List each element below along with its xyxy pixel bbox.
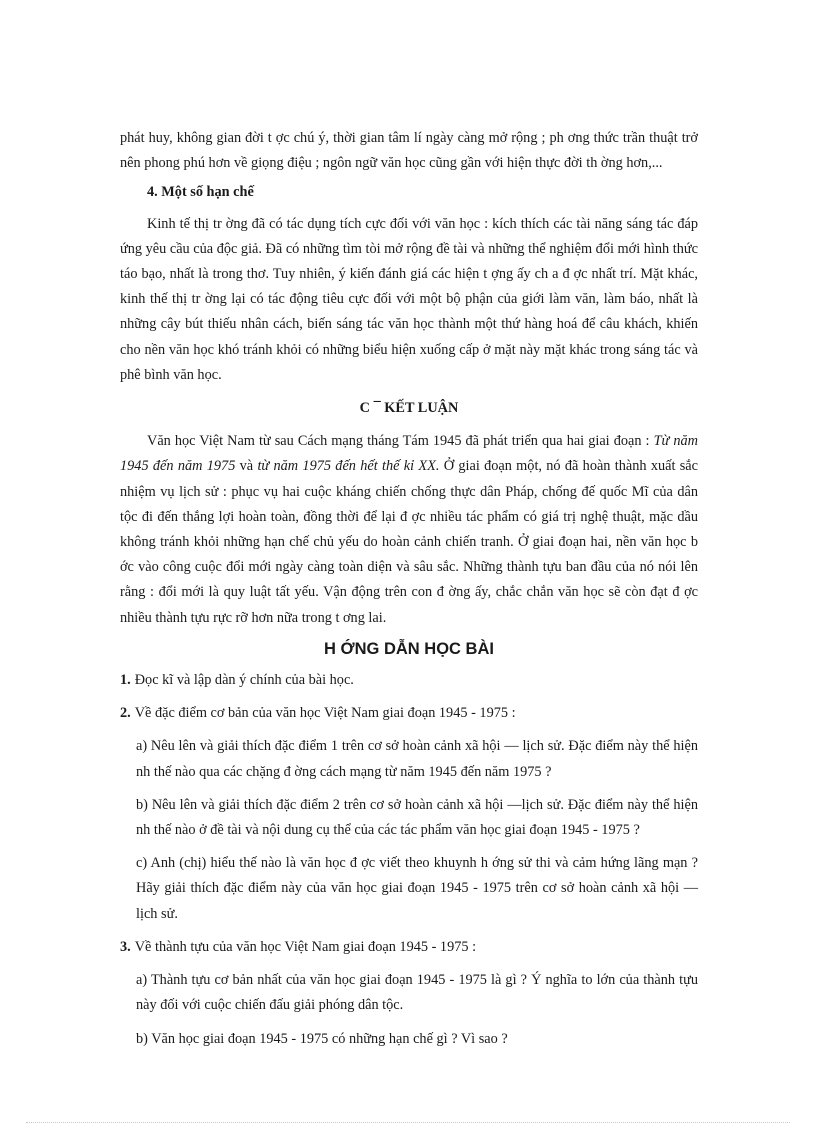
question-1-text: Đọc kĩ và lập dàn ý chính của bài học. <box>134 672 354 689</box>
conclusion-heading: C ¯ KẾT LUẬN <box>359 400 459 417</box>
conclusion-period-2: từ năm 1975 đến hết thế kỉ XX. <box>257 458 440 475</box>
document-page <box>120 126 698 1060</box>
conclusion-text-2: và <box>235 458 258 475</box>
question-2c: c) Anh (chị) hiểu thế nào là văn học đ ợc viết theo khuynh h ớng sử thi và cảm hứng lãng mạn ? Hãy giải thích đặc điểm này của văn học giai đoạn 1945 - 1975 trên cơ sở hoàn cảnh xã hội — lịch sử. <box>136 855 698 922</box>
section-4-heading: 4. Một số hạn chế <box>147 184 254 201</box>
question-2b: b) Nêu lên và giải thích đặc điểm 2 trên cơ sở hoàn cảnh xã hội —lịch sử. Đặc điểm này thể hiện nh thế nào ở đề tài và nội dung cụ thể của các tác phẩm văn học giai đoạn 1945 - 1975 ? <box>136 796 698 839</box>
question-3-text: Về thành tựu của văn học Việt Nam giai đoạn 1945 - 1975 : <box>134 938 477 955</box>
question-2-number: 2. <box>120 705 131 722</box>
question-1-number: 1. <box>120 672 131 689</box>
question-2-text: Về đặc điểm cơ bản của văn học Việt Nam giai đoạn 1945 - 1975 : <box>134 705 516 722</box>
conclusion-paragraph <box>120 429 698 631</box>
question-2a: a) Nêu lên và giải thích đặc điểm 1 trên cơ sở hoàn cảnh xã hội — lịch sử. Đặc điểm này thể hiện nh thế nào qua các chặng đ ờng cách mạng từ năm 1945 đến năm 1975 ? <box>136 738 698 780</box>
conclusion-text-1: Văn học Việt Nam từ sau Cách mạng tháng Tám 1945 đã phát triển qua hai giai đoạn : <box>147 433 654 450</box>
question-3 <box>120 935 698 960</box>
conclusion-period-1: Từ năm 1945 đến năm 1975 <box>120 433 699 475</box>
question-3-number: 3. <box>120 938 131 955</box>
study-guide-heading: H ỚNG DẪN HỌC BÀI <box>324 639 494 658</box>
intro-paragraph: phát huy, không gian đời t ợc chú ý, thời gian tâm lí ngày càng mở rộng ; ph ơng thức trần thuật trở nên phong phú hơn về giọng điệu ; ngôn ngữ văn học cũng gần với hiện thực đời th ờng hơn,... <box>120 130 698 172</box>
section-4-paragraph: Kinh tế thị tr ờng đã có tác dụng tích cực đối với văn học : kích thích các tài năng sáng tác đáp ứng yêu cầu của độc giả. Đã có những tìm tòi mở rộng đề tài và những thể nghiệm đổi mới hình thức táo bạo, nhất là trong thơ. Tuy nhiên, ý kiến đánh giá các hiện t ợng ấy ch a đ ợc nhất trí. Mặt khác, kinh thế thị tr ờng lại có tác động tiêu cực đối với một bộ phận của giới làm văn, làm báo, nhất là những cây bút thiếu nhân cách, biến sáng tác văn học thành một thứ hàng hoá để câu khách, khiến cho nền văn học khó tránh khỏi có những biểu hiện xuống cấp ở mặt này mặt khác trong sáng tác và phê bình văn học. <box>120 215 698 383</box>
conclusion-text-3: Ở giai đoạn một, nó đã hoàn thành xuất sắc nhiệm vụ lịch sử : phục vụ hai cuộc kháng chiến chống thực dân Pháp, chống đế quốc Mĩ của dân tộc đi đến thắng lợi hoàn toàn, đồng thời để lại đ ợc nhiều tác phẩm có giá trị nghệ thuật, mặc dầu không tránh khỏi những hạn chế chủ yếu do hoàn cảnh chiến tranh. Ở giai đoạn hai, nền văn học b ớc vào công cuộc đổi mới ngày càng toàn diện và sâu sắc. Những thành tựu ban đầu của nó nói lên rằng : đổi mới là quy luật tất yếu. Vận động trên con đ ờng ấy, chắc chắn văn học sẽ còn đạt đ ợc nhiều thành tựu rực rỡ hơn nữa trong t ơng lai. <box>120 458 698 626</box>
question-3b: b) Văn học giai đoạn 1945 - 1975 có những hạn chế gì ? Vì sao ? <box>136 1030 508 1047</box>
question-3a: a) Thành tựu cơ bản nhất của văn học giai đoạn 1945 - 1975 là gì ? Ý nghĩa to lớn của thành tựu này đối với cuộc chiến đấu giải phóng dân tộc. <box>136 972 698 1014</box>
question-2 <box>120 701 698 726</box>
question-1 <box>120 668 698 693</box>
